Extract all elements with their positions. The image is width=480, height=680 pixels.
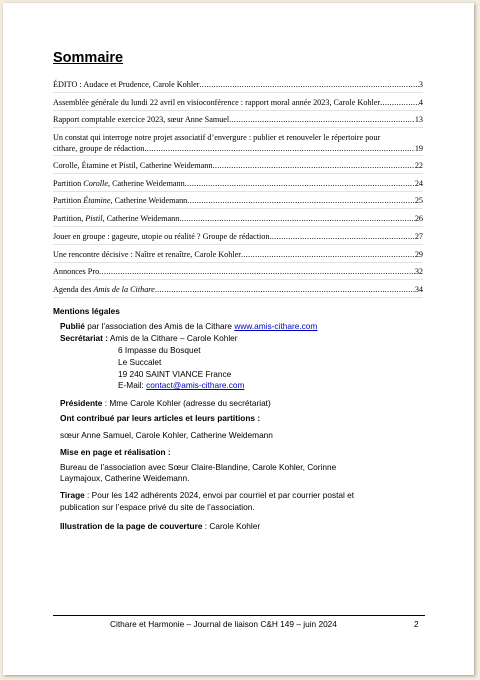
toc-entry[interactable] bbox=[53, 97, 423, 108]
toc-entry-page: 4 bbox=[418, 98, 423, 107]
contributors-heading: Ont contribué par leurs articles et leurs partitions : bbox=[60, 413, 261, 423]
toc-entry-text: Rapport comptable exercice 2023, sœur Anne Samuel bbox=[53, 115, 230, 124]
layout-text: Bureau de l’association avec Sœur Claire-Blandine, Carole Kohler, Corinne bbox=[60, 462, 337, 472]
toc-entry-page: 19 bbox=[414, 144, 423, 153]
cover-text: : Carole Kohler bbox=[202, 521, 261, 531]
toc-entry[interactable] bbox=[53, 231, 423, 242]
president-line bbox=[60, 398, 271, 409]
published-label: Publié bbox=[60, 321, 85, 331]
email-link[interactable]: contact@amis-cithare.com bbox=[146, 380, 245, 390]
toc-separator bbox=[53, 173, 423, 174]
toc-entry-text-line1: Un constat qui interroge notre projet associatif d’envergure : publier et renouveler le répertoire pour bbox=[53, 133, 381, 142]
toc-entry-text: Agenda des Amis de la Cithare bbox=[53, 285, 155, 294]
president-label: Présidente bbox=[60, 398, 103, 408]
cover-line bbox=[60, 521, 260, 532]
toc-leader bbox=[144, 143, 414, 154]
email-line bbox=[118, 380, 244, 391]
toc-leader bbox=[200, 79, 419, 90]
toc-separator bbox=[53, 155, 423, 156]
toc-leader bbox=[185, 178, 415, 189]
website-link[interactable]: www.amis-cithare.com bbox=[234, 321, 318, 331]
secretariat-name: Amis de la Cithare – Carole Kohler bbox=[107, 333, 238, 343]
toc-leader bbox=[213, 160, 415, 171]
toc-entry-page: 25 bbox=[414, 196, 423, 205]
toc-entry-page: 26 bbox=[414, 214, 423, 223]
cover-label: Illustration de la page de couverture bbox=[60, 521, 203, 531]
toc-entry-page: 13 bbox=[414, 115, 423, 124]
footer-divider bbox=[53, 615, 425, 616]
address-line: Le Succalet bbox=[118, 357, 162, 367]
toc-leader bbox=[229, 114, 415, 125]
address-line: 6 Impasse du Bosquet bbox=[118, 345, 201, 355]
toc-entry-text: Annonces Pro bbox=[53, 267, 100, 276]
print-label: Tirage bbox=[60, 490, 85, 500]
toc-entry-page: 34 bbox=[414, 285, 423, 294]
toc-entry-page: 24 bbox=[414, 179, 423, 188]
published-text: par l’association des Amis de la Cithare bbox=[84, 321, 235, 331]
toc-entry-text: Partition, Pistil, Catherine Weidemann bbox=[53, 214, 180, 223]
toc-entry-text-line2: cithare, groupe de rédaction bbox=[53, 144, 145, 153]
toc-entry-text: ÉDITO : Audace et Prudence, Carole Kohler bbox=[53, 80, 200, 89]
secretariat-line bbox=[60, 333, 238, 344]
toc-separator bbox=[53, 208, 423, 209]
toc-leader bbox=[179, 213, 415, 224]
toc-entry[interactable] bbox=[53, 132, 423, 154]
toc-entry-page: 32 bbox=[414, 267, 423, 276]
toc-entry[interactable] bbox=[53, 266, 423, 277]
page-number: 2 bbox=[414, 619, 419, 629]
toc-entry-page: 27 bbox=[414, 232, 423, 241]
toc-entry-text: Jouer en groupe : gageure, utopie ou réalité ? Groupe de rédaction bbox=[53, 232, 270, 241]
toc-separator bbox=[53, 226, 423, 227]
toc-leader bbox=[241, 249, 415, 260]
toc-separator bbox=[53, 279, 423, 280]
toc-separator bbox=[53, 92, 423, 93]
toc-entry[interactable] bbox=[53, 178, 423, 189]
toc-entry[interactable] bbox=[53, 195, 423, 206]
print-text: : Pour les 142 adhérents 2024, envoi par courriel et par courrier postal et bbox=[84, 490, 355, 500]
toc-entry-text: Partition Étamine, Catherine Weidemann bbox=[53, 196, 188, 205]
toc-entry[interactable] bbox=[53, 249, 423, 260]
legal-heading: Mentions légales bbox=[53, 306, 120, 316]
email-label: E-Mail: bbox=[118, 380, 147, 390]
layout-text: Laymajoux, Catherine Weidemann. bbox=[60, 473, 190, 483]
secretariat-label: Secrétariat : bbox=[60, 333, 108, 343]
toc-separator bbox=[53, 262, 423, 263]
toc-entry-text: Partition Corolle, Catherine Weidemann bbox=[53, 179, 185, 188]
toc-entry[interactable] bbox=[53, 213, 423, 224]
toc-entry[interactable] bbox=[53, 114, 423, 125]
toc-separator bbox=[53, 297, 423, 298]
layout-heading: Mise en page et réalisation : bbox=[60, 447, 171, 457]
print-text: publication sur l’espace privé du site de l’association. bbox=[60, 502, 255, 512]
toc-separator bbox=[53, 191, 423, 192]
president-text: : Mme Carole Kohler (adresse du secrétariat) bbox=[102, 398, 271, 408]
toc-entry-text: Une rencontre décisive : Naître et renaître, Carole Kohler bbox=[53, 250, 241, 259]
address-line: 19 240 SAINT VIANCE France bbox=[118, 369, 232, 379]
toc-entry-page: 3 bbox=[418, 80, 423, 89]
toc-entry[interactable] bbox=[53, 160, 423, 171]
toc-entry-page: 29 bbox=[414, 250, 423, 259]
summary-title: Sommaire bbox=[53, 50, 124, 66]
published-line bbox=[60, 321, 317, 332]
toc-separator bbox=[53, 244, 423, 245]
toc-entry-page: 22 bbox=[414, 161, 423, 170]
toc-entry[interactable] bbox=[53, 79, 423, 90]
toc-leader bbox=[380, 97, 419, 108]
toc-leader bbox=[99, 266, 415, 277]
toc-leader bbox=[187, 195, 415, 206]
toc-entry[interactable] bbox=[53, 284, 423, 295]
toc-separator bbox=[53, 127, 423, 128]
toc-entry-text: Corolle, Étamine et Pistil, Catherine Weidemann bbox=[53, 161, 213, 170]
toc-leader bbox=[269, 231, 414, 242]
contributors-text: sœur Anne Samuel, Carole Kohler, Catherine Weidemann bbox=[60, 430, 273, 440]
toc-separator bbox=[53, 110, 423, 111]
footer-text: Cithare et Harmonie – Journal de liaison C&H 149 – juin 2024 bbox=[110, 619, 337, 629]
print-line bbox=[60, 490, 354, 501]
toc-entry-text: Assemblée générale du lundi 22 avril en visioconférence : rapport moral année 2023, Carole Kohler bbox=[53, 98, 381, 107]
toc-leader bbox=[155, 284, 415, 295]
